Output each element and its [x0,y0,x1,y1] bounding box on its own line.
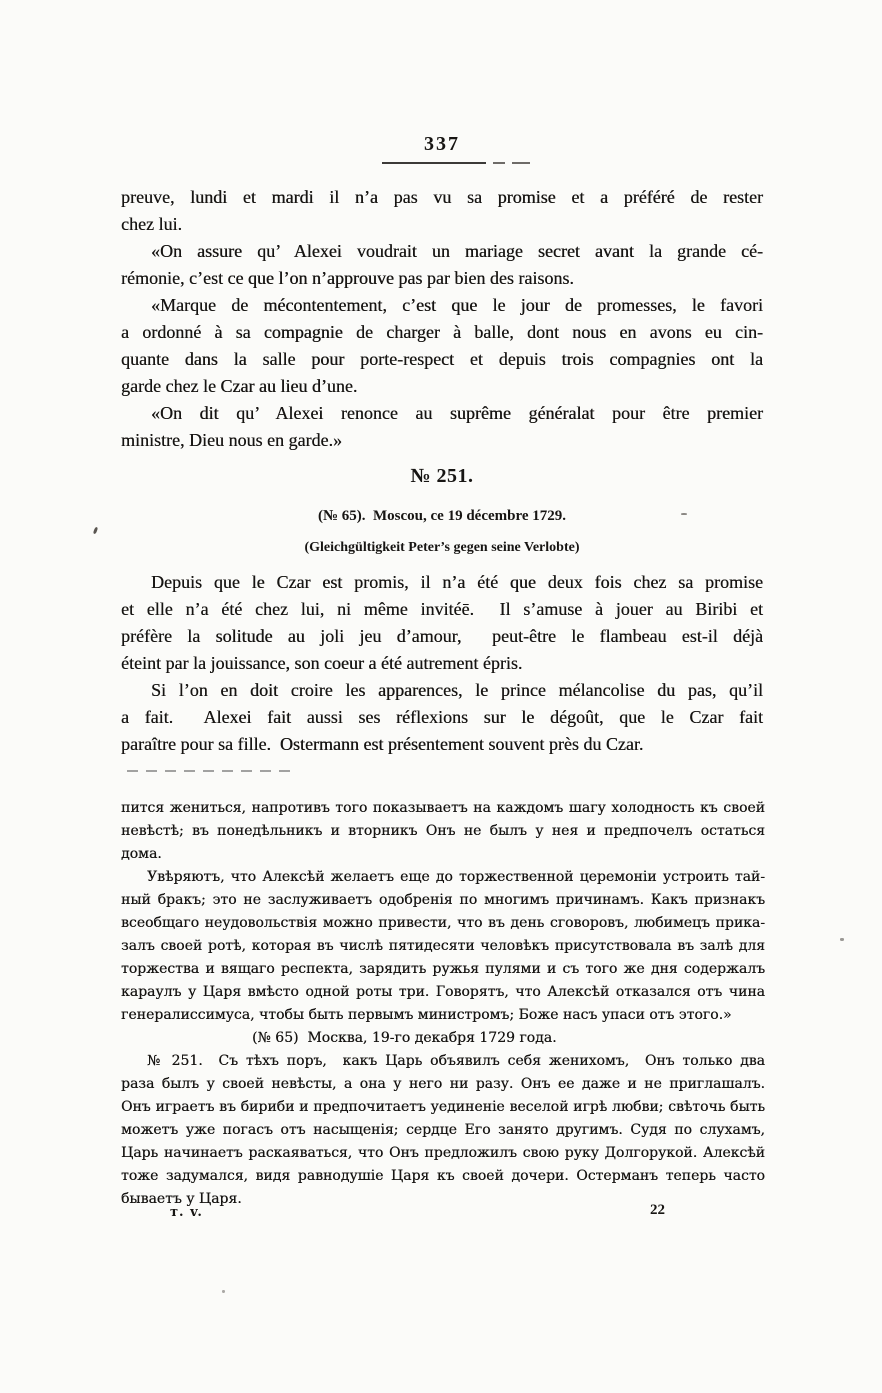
text-line: торжества и вящаго респекта, зарядить ружья пулями и съ того же дня содержалъ [121,961,765,977]
text-line: garde chez le Czar au lieu d’une. [121,376,358,396]
text-line: chez lui. [121,214,182,234]
text-line: бываетъ у Царя. [121,1191,242,1207]
text-line: «On assure qu’ Alexei voudrait un mariage secret avant la grande cé- [151,241,763,261]
text-line: Si l’on en doit croire les apparences, le prince mélancolise du pas, qu’il [151,680,763,700]
text-line: тоже задумался, видя равнодушіе Царя къ своей дочери. Остерманъ теперь часто [121,1168,765,1184]
scan-speck [840,938,844,941]
text-line: (№ 65) Москва, 19-го декабря 1729 года. [252,1030,557,1046]
text-line: quante dans la salle pour porte-respect et depuis trois compagnies ont la [121,349,763,369]
scan-speck [93,527,98,535]
text-line: ный бракъ; это не заслуживаетъ одобренія по многимъ причинамъ. Какъ признакъ [121,892,765,908]
french-text-block-2 [121,569,763,758]
footnote-separator-rule [127,770,297,772]
text-line: preuve, lundi et mardi il n’a pas vu sa promise et a préféré de rester [121,187,763,207]
text-line: залъ своей ротѣ, которая въ числѣ пятидесяти человѣкъ присутствовала въ залѣ для [121,938,765,954]
footer-sheet-number: 22 [650,1202,665,1218]
text-line: раза былъ у своей невѣсты, а она у него ни разу. Онъ ее даже и не приглашалъ. [121,1076,765,1092]
page-number-rule [134,162,778,164]
text-line: караулъ у Царя вмѣсто одной роты три. Говорятъ, что Алексѣй отказался отъ чина [121,984,765,1000]
text-line: «On dit qu’ Alexei renonce au suprême généralat pour être premier [151,403,763,423]
text-line: Онъ играетъ въ бириби и предпочитаетъ уединеніе веселой игрѣ любви; свѣточь быть [121,1099,765,1115]
rule-segment [382,162,486,164]
text-line: a fait. Alexei fait aussi ses réflexions sur le dégoût, que le Czar fait [121,707,763,727]
text-line: «Marque de mécontentement, c’est que le jour de promesses, le favori [151,295,763,315]
text-line: Depuis que le Czar est promis, il n’a été que deux fois chez sa promise [151,572,763,592]
rule-dash [493,162,505,164]
french-text-block-1 [121,184,763,454]
page-number: 337 [424,133,460,155]
text-line: a ordonné à sa compagnie de charger à balle, dont nous en avons eu cin- [121,322,763,342]
text-line: éteint par la jouissance, son coeur a été autrement épris. [121,653,523,673]
text-line: генералиссимуса, чтобы быть первымъ министромъ; Боже насъ упаси отъ этого.» [121,1007,732,1023]
text-line: пится жениться, напротивъ того показываетъ на каждомъ шагу холодность къ своей [121,800,765,816]
text-line: Царь начинаетъ раскаяваться, что Онъ предложилъ свою руку Долгорукой. Алексѣй [121,1145,765,1161]
text-line: № 251. Съ тѣхъ поръ, какъ Царь объявилъ себя женихомъ, Онъ только два [147,1053,765,1069]
text-line: rémonie, c’est ce que l’on n’approuve pas par bien des raisons. [121,268,574,288]
text-line: paraître pour sa fille. Ostermann est présentement souvent près du Czar. [121,734,644,754]
text-line: можетъ уже погасъ отъ насыщенія; сердце Его занято другимъ. Судя по слухамъ, [121,1122,765,1138]
text-line: дома. [121,846,162,862]
rule-dash [512,162,530,164]
russian-footnote-block [121,797,765,1211]
text-line: préfère la solitude au joli jeu d’amour, peut-être le flambeau est-il déjà [121,626,763,646]
entry-number-heading: № 251. [410,465,474,487]
entry-dateline: (№ 65). Moscou, ce 19 décembre 1729. [317,508,567,524]
text-line: невѣстѣ; въ понедѣльникъ и вторникъ Онъ не былъ у нея и предпочелъ остаться [121,823,765,839]
entry-subtitle-german: (Gleichgültigkeit Peter’s gegen seine Verlobte) [304,540,580,555]
text-line: Увѣряютъ, что Алексѣй желаетъ еще до торжественной церемоніи устроить тай- [147,869,765,885]
scan-speck [681,513,687,515]
footer-volume-signature: т. v. [170,1205,203,1220]
text-line: всеобщаго неудовольствія можно привести, что въ день сговоровъ, любимецъ прика- [121,915,765,931]
text-line: et elle n’a été chez lui, ni même invitéē. Il s’amuse à jouer au Biribi et [121,599,763,619]
scan-speck [222,1290,225,1293]
text-line: ministre, Dieu nous en garde.» [121,430,342,450]
